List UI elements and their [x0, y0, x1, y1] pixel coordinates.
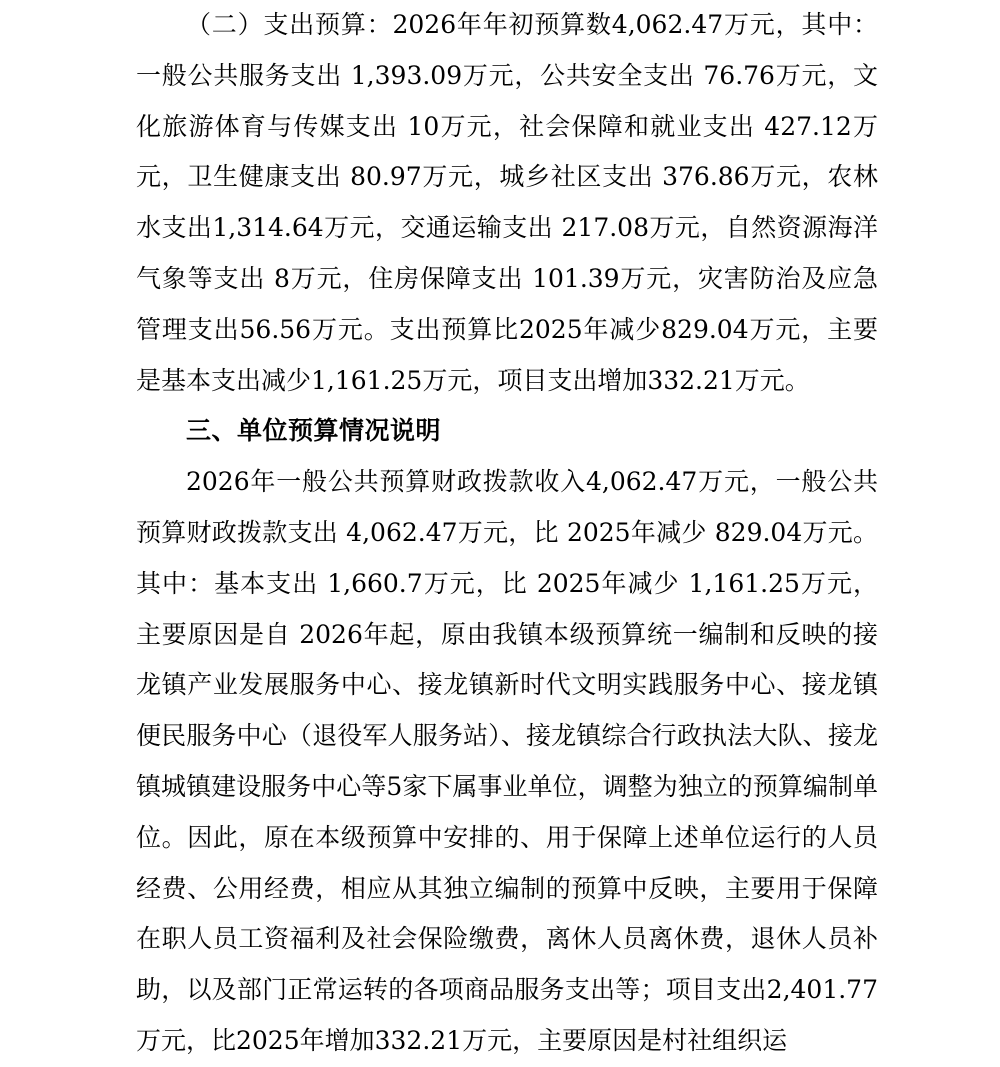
unit-budget-paragraph: 2026年一般公共预算财政拨款收入4,062.47万元，一般公共预算财政拨款支出 4,062.47万元，比 2025年减少 829.04万元。其中：基本支出 1,660.7万元，比 2025年减少 1,161.25万元，主要原因是自 2026年起，原由我镇本级预算统一编制和反映的接龙镇产业发展服务中心、接龙镇新时代文明实践服务中心、接龙镇便民服务中心（退役军人服务站）、接龙镇综合行政执法大队、接龙镇城镇建设服务中心等5家下属事业单位，调整为独立的预算编制单位。因此，原在本级预算中安排的、用于保障上述单位运行的人员经费、公用经费，相应从其独立编制的预算中反映，主要用于保障在职人员工资福利及社会保险缴费，离休人员离休费，退休人员补助，以及部门正常运转的各项商品服务支出等；项目支出2,401.77万元，比2025年增加332.21万元，主要原因是村社组织运 [136, 467, 878, 1055]
expenditure-budget-paragraph: （二）支出预算：2026年年初预算数4,062.47万元，其中：一般公共服务支出 1,393.09万元，公共安全支出 76.76万元，文化旅游体育与传媒支出 10万元，社会保障和就业支出 427.12万元，卫生健康支出 80.97万元，城乡社区支出 376.86万元，农林水支出1,314.64万元，交通运输支出 217.08万元，自然资源海洋气象等支出 8万元，住房保障支出 101.39万元，灾害防治及应急管理支出56.56万元。支出预算比2025年减少829.04万元，主要是基本支出减少1,161.25万元，项目支出增加332.21万元。 [136, 10, 878, 395]
section-heading: 三、单位预算情况说明 [186, 416, 442, 446]
document-page [136, 0, 878, 1067]
